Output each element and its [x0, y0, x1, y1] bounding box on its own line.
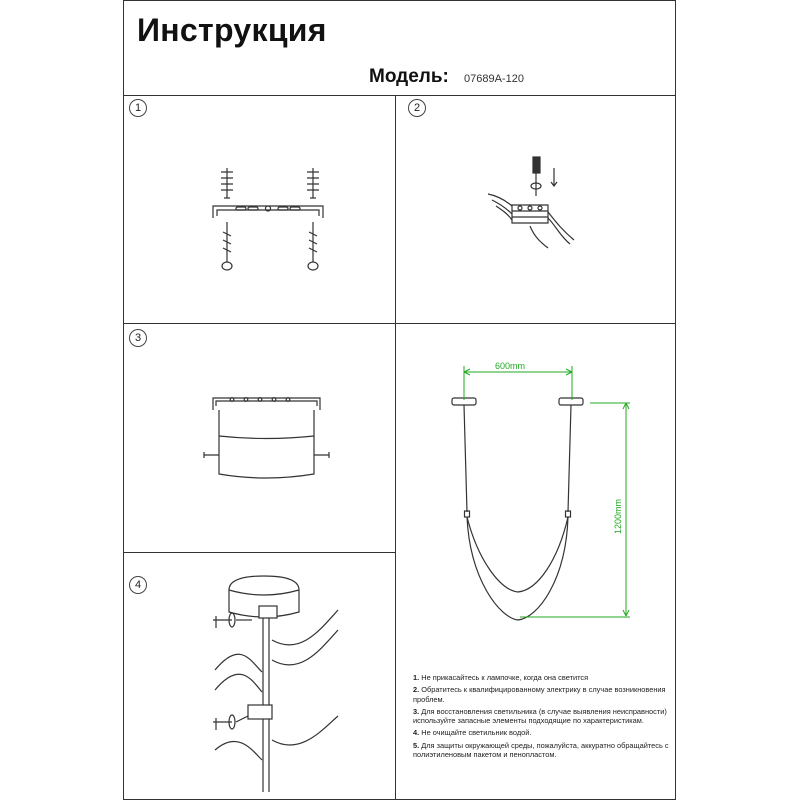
step-number-2: 2 [408, 99, 426, 117]
note-item: 1. Не прикасайтесь к лампочке, когда она светится [413, 673, 589, 682]
step1-bracket-illustration [213, 168, 323, 270]
height-dimension-label: 1200mm [613, 498, 623, 534]
safety-notes [413, 673, 675, 762]
step3-canopy-illustration [204, 398, 329, 478]
step2-wiring-illustration [488, 157, 574, 248]
width-dimension-label: 600mm [495, 361, 526, 371]
pendant-overview-illustration [452, 398, 583, 620]
step4-cable-illustration [213, 576, 338, 792]
note-item: 2. Обратитесь к квалифицированному электрику в случае возникновения проблем. [413, 685, 666, 704]
model-label: Модель: [369, 66, 449, 87]
page-title: Инструкция [137, 12, 327, 48]
model-value: 07689A-120 [464, 73, 524, 85]
note-item: 4. Не очищайте светильник водой. [413, 728, 532, 738]
step-number-4: 4 [129, 576, 147, 594]
dimension-lines [464, 366, 630, 617]
step-number-3: 3 [129, 329, 147, 347]
note-item: 5. Для защиты окружающей среды, пожалуйста, аккуратно обращайтесь с полиэтиленовым пакетом и пенопластом. [413, 740, 669, 760]
note-item: 3. Для восстановления светильника (в случае выявления неисправности) используйте запасные элементы подходящие по характеристикам. [413, 706, 667, 726]
step-number-1: 1 [129, 99, 147, 117]
